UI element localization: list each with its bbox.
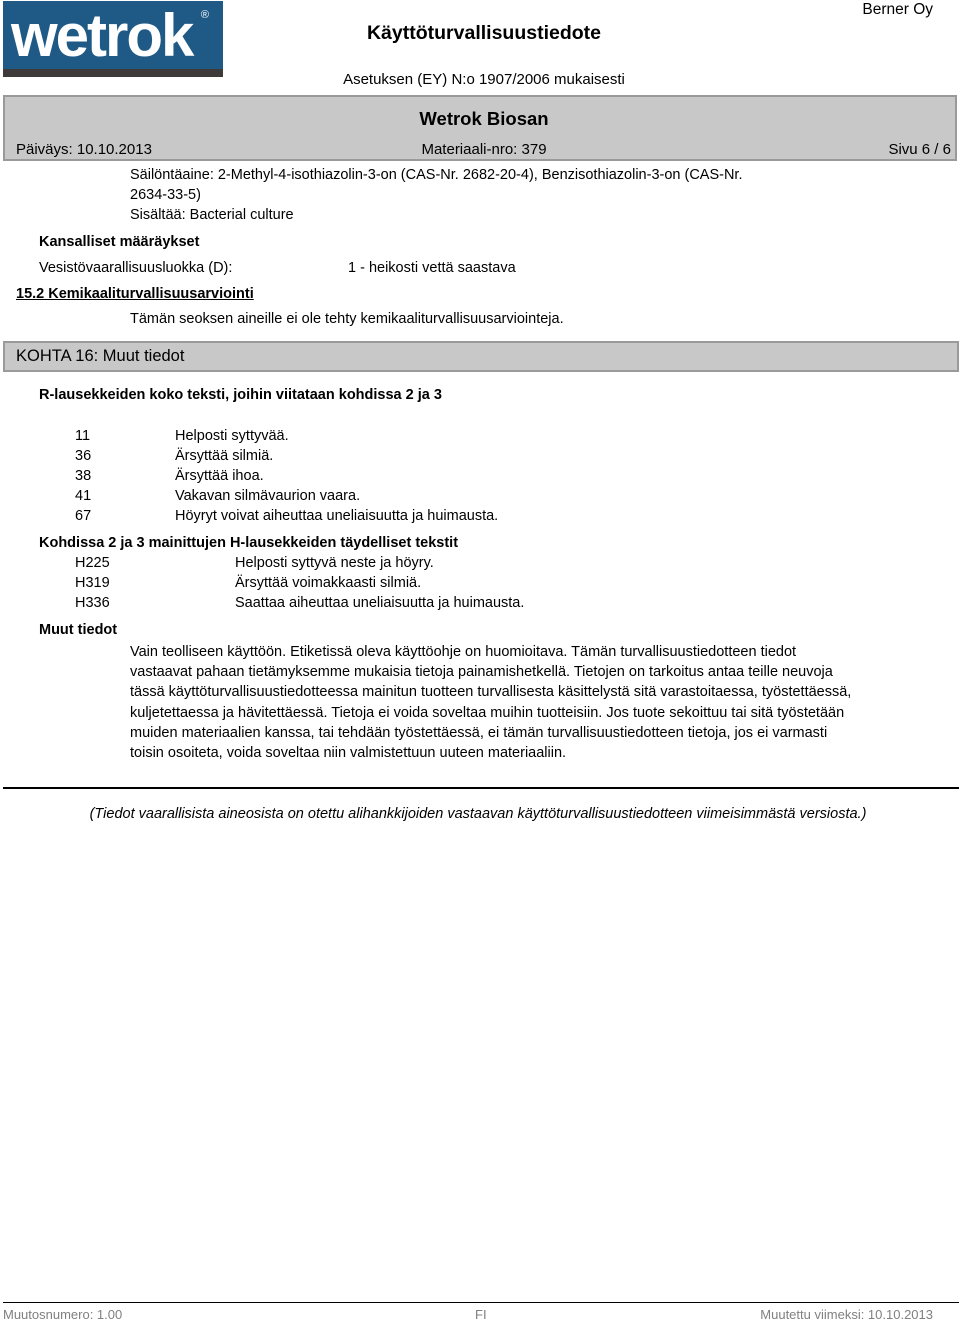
document-date: Päiväys: 10.10.2013 [16, 141, 152, 158]
registered-mark: ® [200, 9, 209, 21]
other-info-text: Vain teolliseen käyttöön. Etiketissä oleva käyttöohje on huomioitava. Tämän turvallisuustiedotteen tiedot vastaavat pahaan tietämyksemme mukaisia tietoja painamishetkellä. Tietojen on tarkoitus antaa teille neuvoja tässä käyttöturvallisuustiedotteessa mainitun tuotteen turvallisesta käsittelystä sitä varastoitaessa, työstettäessä, kuljetettaessa ja hävitettäessä. Tietoja ei voida soveltaa muihin tuotteisiin. Jos tuote sekoittuu tai sitä työstetään muiden materiaalien kanssa, tai tehdään työstettäessä, ei tämän turvallisuustiedotteen tietoja, jos ei varmasti toisin osoiteta, voida soveltaa niin valmistettuun uuteen materiaaliin. [130, 644, 852, 762]
r-phrase-text: Ärsyttää ihoa. [175, 468, 264, 484]
other-info-heading: Muut tiedot [39, 622, 118, 638]
h-phrase-text: Helposti syttyvä neste ja höyry. [235, 555, 434, 571]
material-number: Materiaali-nro: 379 [421, 141, 547, 158]
r-phrase-code: 36 [75, 448, 92, 464]
wgk-label: Vesistövaarallisuusluokka (D): [39, 260, 233, 276]
csa-text: Tämän seoksen aineille ei ole tehty kemikaaliturvallisuusarviointeja. [130, 311, 564, 327]
company-name: Berner Oy [862, 1, 933, 18]
r-phrase-code: 11 [75, 428, 91, 444]
national-regulations-heading: Kansalliset määräykset [39, 234, 200, 250]
r-phrase-code: 38 [75, 468, 92, 484]
r-phrase-text: Helposti syttyvää. [175, 428, 289, 444]
section-16-title: KOHTA 16: Muut tiedot [16, 347, 185, 365]
logo-text: wetrok [11, 2, 193, 69]
r-phrase-code: 67 [75, 508, 92, 524]
r-phrase-text: Höyryt voivat aiheuttaa uneliaisuutta ja huimausta. [175, 508, 499, 524]
product-name: Wetrok Biosan [419, 108, 549, 129]
r-phrase-code: 41 [75, 488, 92, 504]
revision-number: Muutosnumero: 1.00 [3, 1307, 123, 1322]
footer-divider [3, 1302, 959, 1303]
language-code: FI [475, 1307, 487, 1322]
last-modified: Muutettu viimeksi: 10.10.2013 [760, 1307, 933, 1322]
regulation-text: Asetuksen (EY) N:o 1907/2006 mukaisesti [343, 71, 625, 88]
contains-text: Sisältää: Bacterial culture [130, 207, 294, 223]
preservative-line-2: 2634-33-5) [130, 187, 201, 203]
r-phrases-heading: R-lausekkeiden koko teksti, joihin viitataan kohdissa 2 ja 3 [39, 387, 442, 403]
r-phrase-text: Ärsyttää silmiä. [175, 448, 274, 464]
h-phrase-code: H225 [75, 555, 110, 571]
preservative-line-1: Säilöntäaine: 2-Methyl-4-isothiazolin-3-on (CAS-Nr. 2682-20-4), Benzisothiazolin-3-on (CAS-Nr. [130, 167, 743, 183]
h-phrase-code: H319 [75, 575, 110, 591]
h-phrases-heading: Kohdissa 2 ja 3 mainittujen H-lausekkeiden täydelliset tekstit [39, 535, 459, 551]
h-phrase-code: H336 [75, 595, 110, 611]
csa-heading: 15.2 Kemikaaliturvallisuusarviointi [16, 286, 254, 302]
h-phrase-text: Ärsyttää voimakkaasti silmiä. [235, 575, 422, 591]
r-phrase-text: Vakavan silmävaurion vaara. [175, 488, 361, 504]
document-title: Käyttöturvallisuustiedote [366, 22, 602, 44]
h-phrase-text: Saattaa aiheuttaa uneliaisuutta ja huimausta. [235, 595, 525, 611]
wgk-value: 1 - heikosti vettä saastava [348, 260, 516, 276]
disclaimer-text: (Tiedot vaarallisista aineosista on otettu alihankkijoiden vastaavan käyttöturvallisuustiedotteen viimeisimmästä versiosta.) [89, 806, 867, 822]
page-number: Sivu 6 / 6 [888, 141, 951, 158]
divider [3, 787, 959, 789]
